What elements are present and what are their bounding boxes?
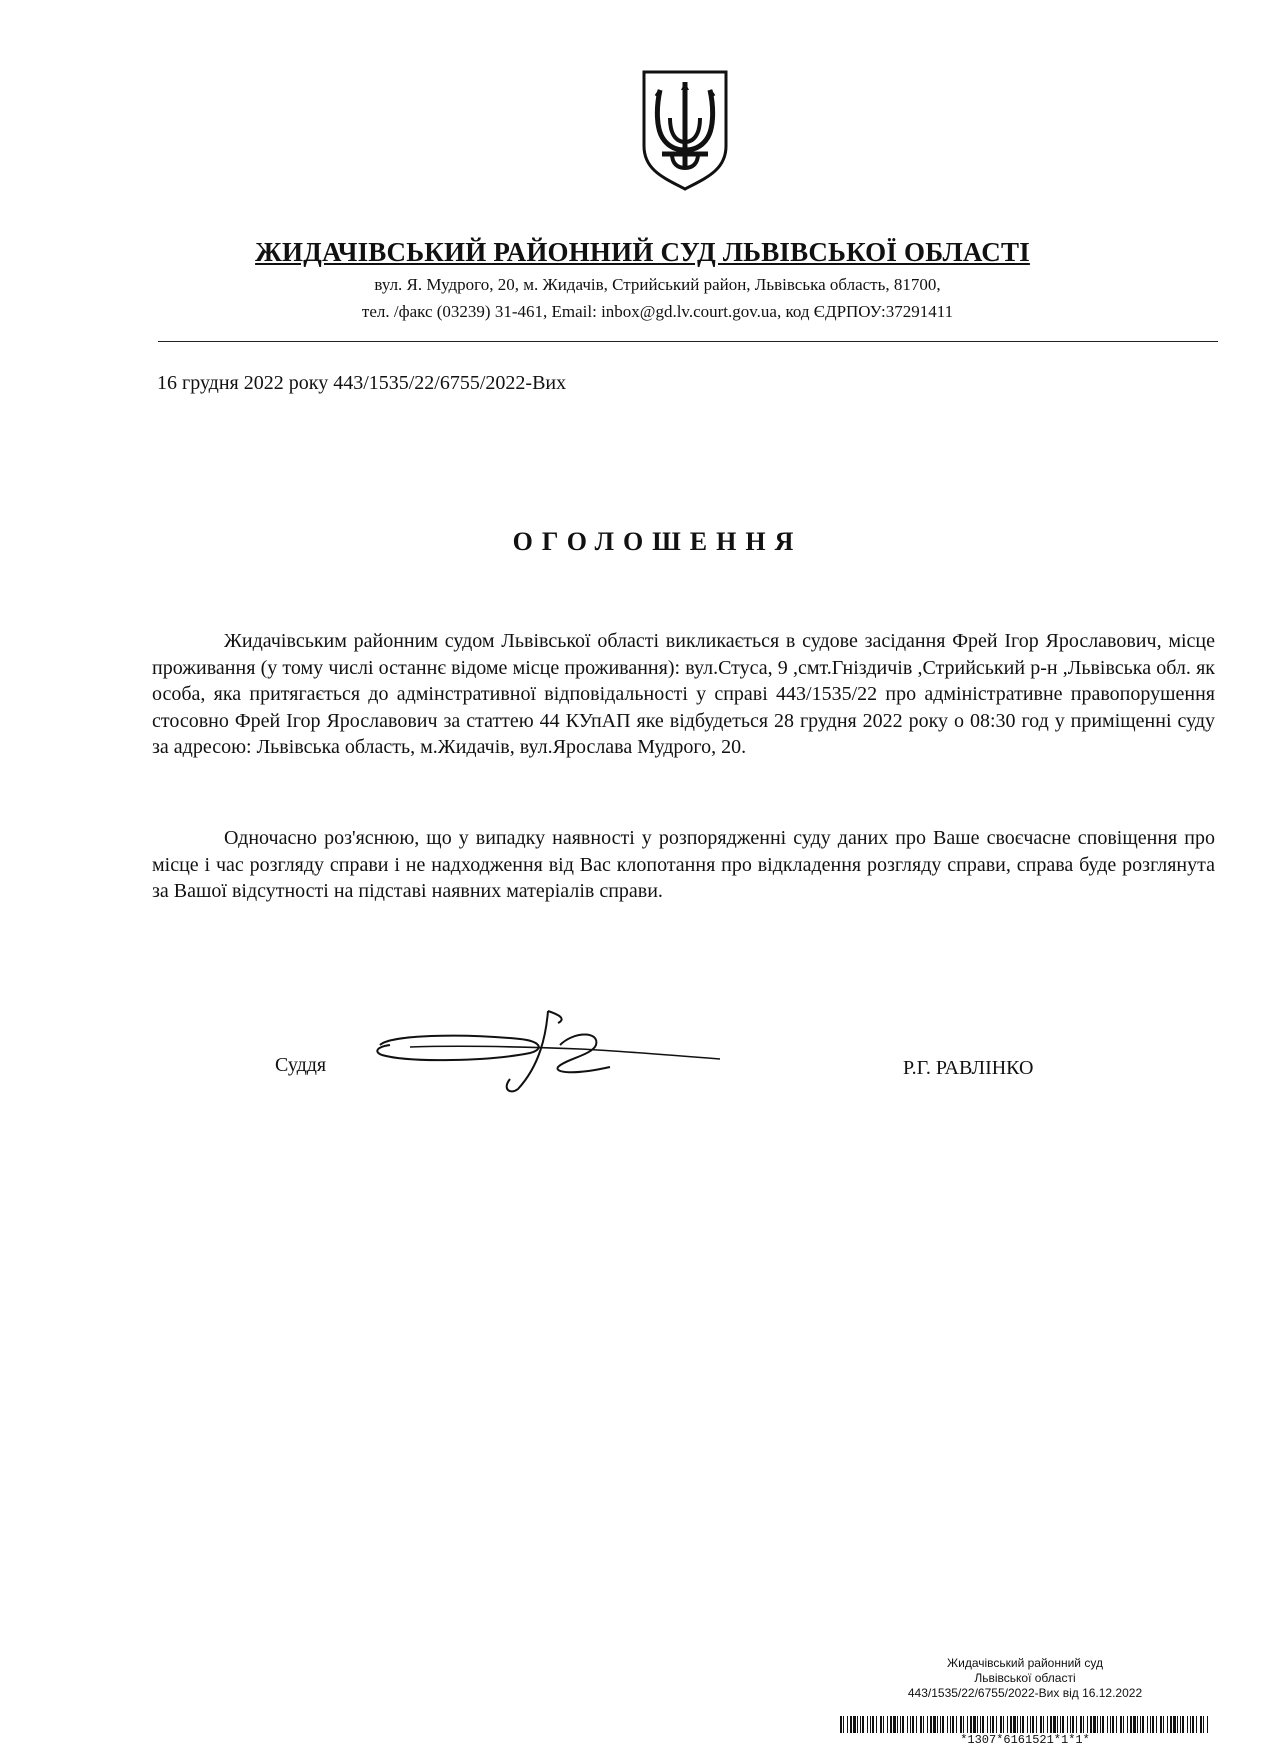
handwritten-signature <box>370 1005 730 1095</box>
stamp-court: Жидачівський районний суд <box>947 1656 1103 1670</box>
barcode <box>840 1716 1210 1733</box>
barcode-number: *1307*6161521*1*1* <box>960 1733 1090 1747</box>
header-divider <box>158 341 1218 342</box>
stamp-region: Львівської області <box>974 1671 1076 1685</box>
court-name: ЖИДАЧІВСЬКИЙ РАЙОННИЙ СУД ЛЬВІВСЬКОЇ ОБЛАСТІ <box>255 237 1030 267</box>
court-address: вул. Я. Мудрого, 20, м. Жидачів, Стрийський район, Львівська область, 81700, <box>374 275 941 294</box>
announcement-paragraph-2: Одночасно роз'яснюю, що у випадку наявності у розпорядженні суду даних про Ваше своєчасне сповіщення про місце і час розгляду справи і не надходження від Вас клопотання про відкладення розгляду справи, справа буде розглянута за Вашої відсутності на підставі наявних матеріалів справи. <box>152 827 1215 902</box>
ukraine-trident-emblem-icon <box>640 68 730 193</box>
stamp-reference: 443/1535/22/6755/2022-Вих від 16.12.2022 <box>907 1686 1143 1700</box>
document-title: ОГОЛОШЕННЯ <box>512 527 803 556</box>
judge-name: Р.Г. РАВЛІНКО <box>903 1057 1034 1079</box>
court-contacts: тел. /факс (03239) 31-461, Email: inbox@gd.lv.court.gov.ua, код ЄДРПОУ:37291411 <box>361 302 954 321</box>
signature-label: Суддя <box>275 1054 327 1076</box>
outgoing-reference: 16 грудня 2022 року 443/1535/22/6755/2022-Вих <box>157 372 567 394</box>
registration-stamp <box>840 1656 1210 1701</box>
announcement-paragraph-1: Жидачівським районним судом Львівської області викликається в судове засідання Фрей Ігор Ярославович, місце проживання (у тому числі останнє відоме місце проживання): вул.Стуса, 9 ,смт.Гніздичів ,Стрийський р-н ,Львівська обл. як особа, яка притягається до адмінстративної відповідальності у справі 443/1535/22 про адміністративне правопорушення стосовно Фрей Ігор Ярославович за статтею 44 КУпАП яке відбудеться 28 грудня 2022 року о 08:30 год у приміщенні суду за адресою: Львівська область, м.Жидачів, вул.Ярослава Мудрого, 20. <box>152 630 1215 758</box>
